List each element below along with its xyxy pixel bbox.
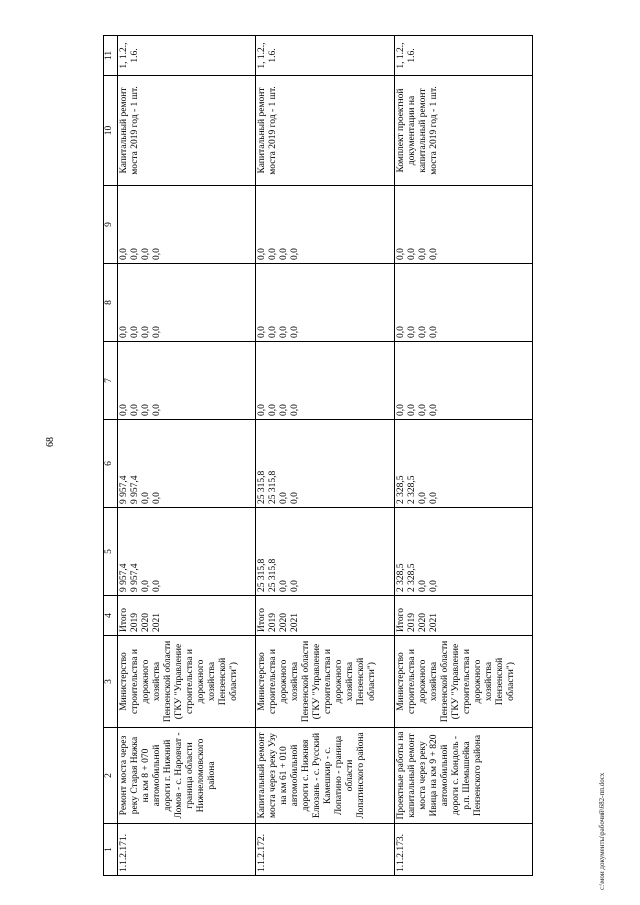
value-cell: 2 328,5 [395,563,406,592]
column-6-funding [256,420,394,508]
table-row [256,36,394,876]
column-number-header: 6 [104,420,118,508]
value-cell: 0,0 [152,248,162,260]
indicator-reference: 1, 1.2., 1.6. [256,36,394,76]
total-funding [118,508,256,596]
value-cell: 0,0 [395,248,406,260]
value-cell: 0,0 [279,580,290,592]
rotated-table-sheet [103,36,533,876]
column-9-funding [256,186,394,264]
row-number: 1.1.2.171. [118,824,256,876]
value-cell: 0,0 [428,404,439,416]
indicator-reference: 1, 1.2., 1.6. [394,36,532,76]
value-cell: 0,0 [395,404,406,416]
column-9-funding [118,186,256,264]
value-cell: 2 328,5 [406,475,417,504]
column-8-funding [256,264,394,342]
column-number-header: 1 [104,824,118,876]
value-cell: 0,0 [279,326,290,338]
value-cell: 0,0 [257,326,268,338]
value-cell: 0,0 [130,248,140,260]
value-cell: 9 957,4 [130,475,140,504]
column-number-row [104,36,118,876]
year-list [256,596,394,636]
column-number-header: 11 [104,36,118,76]
column-7-funding [118,342,256,420]
column-8-funding [394,264,532,342]
column-8-funding [118,264,256,342]
value-cell: 0,0 [141,404,151,416]
value-cell: 0,0 [428,326,439,338]
value-cell: 0,0 [417,492,428,504]
year-cell: Итого [119,607,129,632]
year-cell: 2021 [152,613,162,632]
value-cell: 0,0 [141,326,151,338]
year-cell: Итого [257,607,268,632]
value-cell: 0,0 [268,404,279,416]
value-cell: 0,0 [290,492,301,504]
year-cell: 2020 [417,613,428,632]
year-cell: 2020 [141,613,151,632]
value-cell: 0,0 [279,492,290,504]
page-number: 68 [45,437,56,447]
value-cell: 0,0 [290,248,301,260]
value-cell: 0,0 [406,404,417,416]
value-cell: 0,0 [119,248,129,260]
column-9-funding [394,186,532,264]
year-cell: Итого [395,607,406,632]
value-cell: 0,0 [257,404,268,416]
value-cell: 0,0 [290,326,301,338]
value-cell: 0,0 [268,248,279,260]
year-cell: 2019 [406,613,417,632]
value-cell: 25 315,8 [257,470,268,504]
activity-name: Проектные работы на капитальный ремонт моста через реку Ивица на км 9 + 820 автомобильной дороги с. Кондоль - р.п. Шемышейка Пензенского района [394,728,532,824]
value-cell: 25 315,8 [268,558,279,592]
file-path-footer: c:\мои документы\рабочий\682-пп.docx [598,772,606,890]
executor: Министерство строительства и дорожного хозяйства Пензенской области (ГКУ "Управление строительства и дорожного хозяйства Пензенской области") [256,636,394,728]
value-cell: 0,0 [290,580,301,592]
value-cell: 0,0 [130,404,140,416]
column-6-funding [394,420,532,508]
activity-name: Капитальный ремонт моста через реку Узу на км 61 + 010 автомобильной дороги с. Нижняя Елюзань - с. Русский Камешкир - с. Лопатино - граница области Лопатинского района [256,728,394,824]
value-cell: 9 957,4 [119,475,129,504]
value-cell: 0,0 [141,248,151,260]
value-cell: 2 328,5 [406,563,417,592]
value-cell: 0,0 [395,326,406,338]
expected-result: Капитальный ремонт моста 2019 год - 1 шт. [118,76,256,186]
column-number-header: 10 [104,76,118,186]
value-cell: 0,0 [417,326,428,338]
column-number-header: 9 [104,186,118,264]
program-activities-table [103,35,533,876]
indicator-reference: 1, 1.2., 1.6. [118,36,256,76]
value-cell: 0,0 [279,404,290,416]
expected-result: Комплект проектной документации на капитальный ремонт моста 2019 год - 1 шт. [394,76,532,186]
column-number-header: 7 [104,342,118,420]
value-cell: 0,0 [257,248,268,260]
row-number: 1.1.2.172. [256,824,394,876]
value-cell: 0,0 [152,492,162,504]
value-cell: 0,0 [141,580,151,592]
value-cell: 25 315,8 [268,470,279,504]
year-cell: 2019 [130,613,140,632]
executor: Министерство строительства и дорожного хозяйства Пензенской области (ГКУ "Управление строительства и дорожного хозяйства Пензенской области") [394,636,532,728]
value-cell: 0,0 [119,326,129,338]
table-row [394,36,532,876]
activity-name: Ремонт моста через реку Старая Няжка на км 8 + 070 автомобильной дороги г. Нижний Ломов - с. Наровчат - граница области Нижнеломовского района [118,728,256,824]
column-number-header: 2 [104,728,118,824]
year-cell: 2019 [268,613,279,632]
column-7-funding [394,342,532,420]
value-cell: 0,0 [428,580,439,592]
column-6-funding [118,420,256,508]
value-cell: 0,0 [268,326,279,338]
value-cell: 9 957,4 [119,563,129,592]
value-cell: 0,0 [152,580,162,592]
column-number-header: 5 [104,508,118,596]
total-funding [256,508,394,596]
row-number: 1.1.2.173. [394,824,532,876]
value-cell: 25 315,8 [257,558,268,592]
year-list [118,596,256,636]
value-cell: 0,0 [119,404,129,416]
column-number-header: 3 [104,636,118,728]
total-funding [394,508,532,596]
value-cell: 0,0 [279,248,290,260]
column-number-header: 4 [104,596,118,636]
year-cell: 2021 [290,613,301,632]
value-cell: 0,0 [417,248,428,260]
value-cell: 0,0 [428,248,439,260]
value-cell: 9 957,4 [130,563,140,592]
expected-result: Капитальный ремонт моста 2019 год - 1 шт. [256,76,394,186]
value-cell: 0,0 [428,492,439,504]
value-cell: 0,0 [141,492,151,504]
value-cell: 0,0 [417,404,428,416]
value-cell: 0,0 [130,326,140,338]
year-cell: 2021 [428,613,439,632]
value-cell: 2 328,5 [395,475,406,504]
column-number-header: 8 [104,264,118,342]
value-cell: 0,0 [152,404,162,416]
column-7-funding [256,342,394,420]
year-list [394,596,532,636]
value-cell: 0,0 [152,326,162,338]
value-cell: 0,0 [290,404,301,416]
table-row [118,36,256,876]
value-cell: 0,0 [406,248,417,260]
year-cell: 2020 [279,613,290,632]
value-cell: 0,0 [406,326,417,338]
value-cell: 0,0 [417,580,428,592]
executor: Министерство строительства и дорожного хозяйства Пензенской области (ГКУ "Управление строительства и дорожного хозяйства Пензенской области") [118,636,256,728]
